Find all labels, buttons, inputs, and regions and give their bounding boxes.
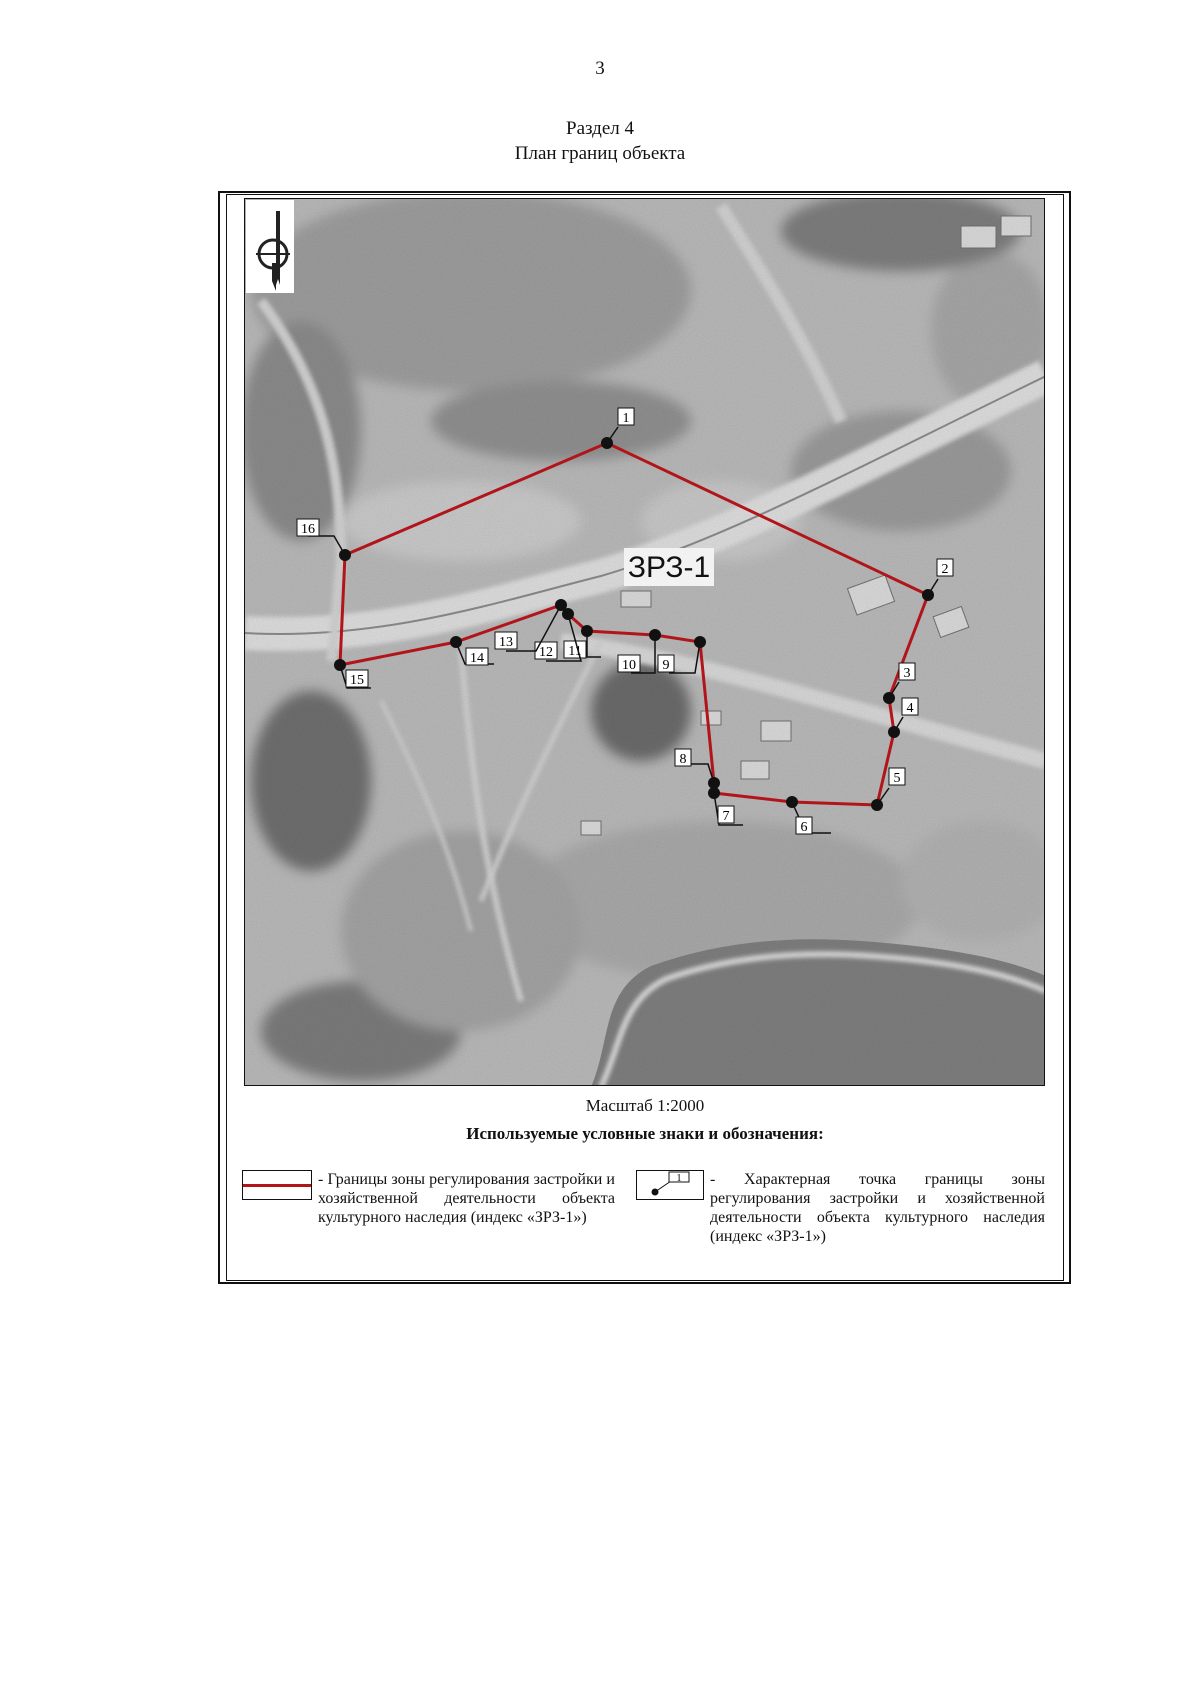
page-number: 3	[595, 58, 605, 79]
boundary-point-label: 16	[301, 522, 315, 537]
boundary-point-label: 8	[679, 752, 687, 767]
boundary-point-label: 5	[893, 771, 901, 786]
zone-label	[624, 548, 714, 586]
aerial-map	[244, 198, 1045, 1086]
section-number: Раздел 4	[566, 118, 634, 139]
boundary-point-label: 14	[470, 651, 484, 666]
boundary-point-marker	[888, 726, 900, 738]
boundary-point-marker	[581, 625, 593, 637]
boundary-point-label: 13	[499, 635, 513, 650]
section-title: План границ объекта	[514, 143, 686, 164]
boundary-point-label: 12	[539, 645, 553, 660]
boundary-point-marker	[883, 692, 895, 704]
section-heading	[0, 116, 1200, 166]
boundary-point-label: 7	[722, 809, 730, 824]
boundary-point-label: 3	[903, 666, 911, 681]
boundary-point-marker	[450, 636, 462, 648]
boundary-point-marker	[786, 796, 798, 808]
boundary-point-marker	[334, 659, 346, 671]
boundary-point-label: 4	[906, 701, 914, 716]
legend-item-point-text: - Характерная точка границы зоны регулирования застройки и хозяйственной деятельности объекта культурного наследия (индекс «ЗРЗ-1»)	[710, 1171, 1045, 1245]
legend-sample-label: 1	[676, 1173, 682, 1184]
legend-item-boundary-text: - Границы зоны регулирования застройки и хозяйственной деятельности объекта культурного наследия (индекс «ЗРЗ-1»)	[318, 1171, 615, 1226]
boundary-line-icon	[242, 1170, 312, 1200]
boundary-point-label: 2	[941, 562, 949, 577]
aerial-background	[245, 199, 1045, 1086]
zone-label-text: ЗРЗ-1	[627, 551, 711, 584]
boundary-point-label: 1	[622, 411, 630, 426]
map-scale: Масштаб 1:2000	[585, 1096, 705, 1115]
boundary-point-marker	[871, 799, 883, 811]
legend-title: Используемые условные знаки и обозначения:	[466, 1124, 824, 1143]
boundary-point-marker	[601, 437, 613, 449]
boundary-point-marker	[555, 599, 567, 611]
boundary-point-label: 6	[800, 820, 808, 835]
boundary-point-marker	[922, 589, 934, 601]
boundary-point-marker	[694, 636, 706, 648]
boundary-point-marker	[708, 777, 720, 789]
boundary-point-label: 10	[622, 658, 636, 673]
boundary-point-label: 15	[350, 673, 364, 688]
boundary-point-icon	[636, 1170, 704, 1200]
boundary-point-label: 9	[662, 658, 670, 673]
boundary-point-marker	[339, 549, 351, 561]
north-arrow-icon	[246, 200, 294, 293]
boundary-point-label: 11	[568, 644, 582, 659]
boundary-point-marker	[649, 629, 661, 641]
map-svg	[245, 199, 1045, 1086]
